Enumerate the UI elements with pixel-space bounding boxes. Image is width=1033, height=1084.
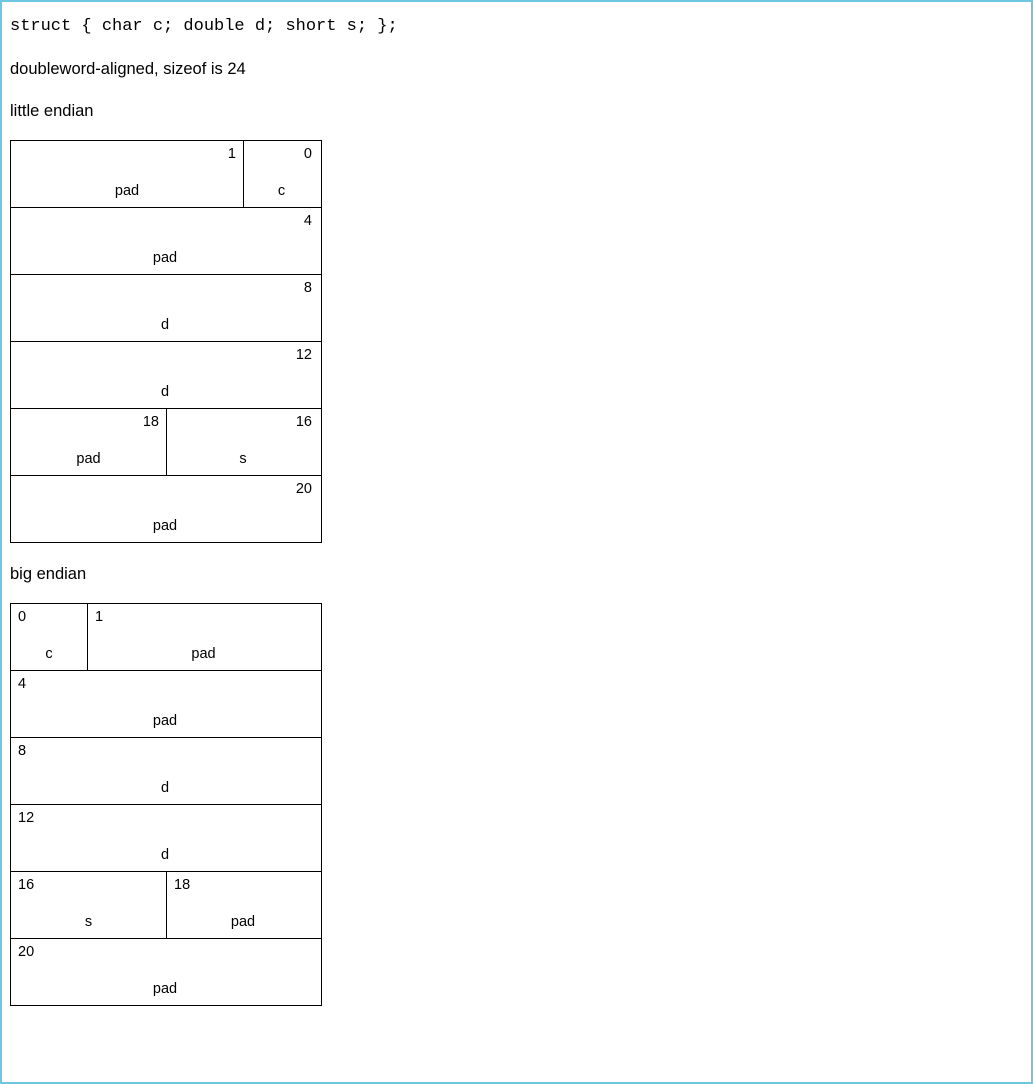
- byte-offset: 0: [18, 609, 27, 625]
- memory-row: [11, 604, 321, 671]
- byte-offset: 1: [95, 609, 104, 625]
- field-label: s: [239, 451, 247, 467]
- field-label: d: [160, 384, 170, 400]
- byte-offset: 12: [295, 347, 312, 363]
- field-label: d: [160, 847, 170, 863]
- byte-offset: 0: [303, 146, 312, 162]
- field-label: pad: [152, 981, 178, 997]
- memory-cell: [11, 476, 319, 542]
- memory-cell: [11, 275, 319, 341]
- memory-row: [11, 476, 321, 543]
- memory-cell: [87, 604, 319, 670]
- memory-cell: [11, 805, 319, 871]
- big-endian-caption: big endian: [10, 565, 87, 583]
- field-label: pad: [114, 183, 140, 199]
- little-endian-caption: little endian: [10, 102, 94, 120]
- memory-cell: [11, 872, 166, 938]
- memory-cell: [11, 738, 319, 804]
- memory-cell: [11, 141, 243, 207]
- memory-row: [11, 738, 321, 805]
- memory-row: [11, 671, 321, 738]
- memory-cell: [11, 409, 166, 475]
- byte-offset: 18: [174, 877, 191, 893]
- field-label: pad: [152, 713, 178, 729]
- field-label: pad: [152, 518, 178, 534]
- field-label: pad: [152, 250, 178, 266]
- byte-offset: 20: [295, 481, 312, 497]
- memory-row: [11, 275, 321, 342]
- field-label: c: [277, 183, 286, 199]
- byte-offset: 18: [142, 414, 159, 430]
- memory-row: [11, 208, 321, 275]
- memory-cell: [166, 872, 319, 938]
- struct-declaration: struct { char c; double d; short s; };: [10, 17, 398, 36]
- memory-cell: [11, 208, 319, 274]
- byte-offset: 12: [18, 810, 35, 826]
- memory-row: [11, 342, 321, 409]
- field-label: s: [84, 914, 93, 930]
- memory-cell: [243, 141, 319, 207]
- byte-offset: 16: [18, 877, 35, 893]
- field-label: pad: [230, 914, 256, 930]
- memory-row: [11, 409, 321, 476]
- big-endian-layout-diagram: [10, 603, 322, 1006]
- alignment-note: doubleword-aligned, sizeof is 24: [10, 60, 246, 78]
- content-area: [2, 2, 1031, 1006]
- byte-offset: 1: [227, 146, 236, 162]
- little-endian-layout-diagram: [10, 140, 322, 543]
- memory-cell: [11, 671, 319, 737]
- byte-offset: 20: [18, 944, 35, 960]
- memory-cell: [11, 342, 319, 408]
- memory-row: [11, 141, 321, 208]
- field-label: d: [160, 780, 170, 796]
- field-label: c: [45, 646, 53, 662]
- byte-offset: 8: [18, 743, 27, 759]
- byte-offset: 4: [303, 213, 312, 229]
- field-label: pad: [76, 451, 101, 467]
- byte-offset: 4: [18, 676, 27, 692]
- memory-cell: [11, 604, 87, 670]
- byte-offset: 8: [303, 280, 312, 296]
- byte-offset: 16: [295, 414, 312, 430]
- memory-cell: [166, 409, 319, 475]
- memory-row: [11, 805, 321, 872]
- memory-row: [11, 872, 321, 939]
- memory-row: [11, 939, 321, 1006]
- memory-cell: [11, 939, 319, 1005]
- field-label: d: [160, 317, 170, 333]
- field-label: pad: [191, 646, 216, 662]
